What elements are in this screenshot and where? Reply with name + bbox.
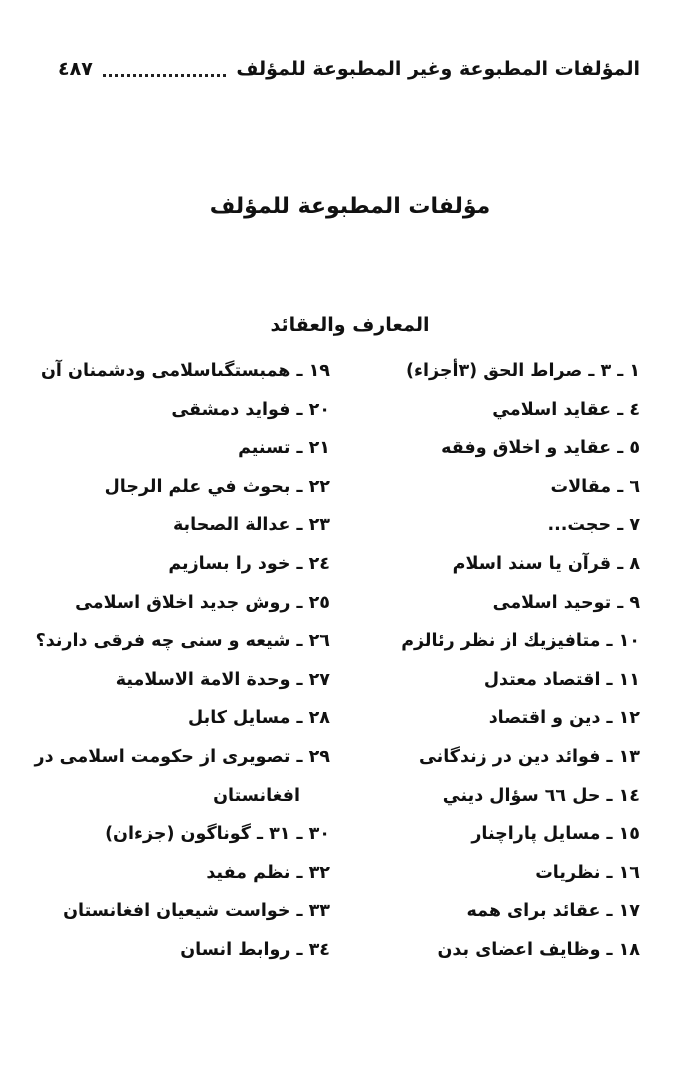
list-item: ١٨ ـ وظايف اعضاى بدن xyxy=(437,939,640,960)
list-item: ٩ ـ توحيد اسلامى xyxy=(492,592,640,613)
list-item: ٢٧ ـ وحدة الامة الاسلامية xyxy=(115,669,330,690)
list-item: ١ ـ ٣ ـ صراط الحق (٣أجزاء) xyxy=(406,361,640,381)
list-item: ٥ ـ عقايد و اخلاق وفقه xyxy=(441,438,640,459)
list-item: ٧ ـ حجت... xyxy=(547,515,640,536)
list-item: ١٠ ـ متافيزيك از نظر رئالزم xyxy=(401,631,640,652)
list-item: ١٤ ـ حل ٦٦ سؤال ديني xyxy=(442,785,640,806)
list-item: ١١ ـ اقتصاد معتدل xyxy=(483,669,640,690)
list-item: ٢٥ ـ روش جديد اخلاق اسلامى xyxy=(75,592,330,613)
list-item: ٨ ـ قرآن يا سند اسلام xyxy=(452,553,640,574)
list-item: ٢٤ ـ خود را بسازيم xyxy=(168,553,330,574)
running-title: المؤلفات المطبوعة وغير المطبوعة للمؤلف xyxy=(236,58,640,80)
right-column-list xyxy=(401,352,640,970)
list-item: ٢٨ ـ مسايل كابل xyxy=(188,708,330,729)
left-column-list xyxy=(35,352,330,970)
list-item: ٣٣ ـ خواست شيعيان افغانستان xyxy=(63,901,330,922)
list-item: ١٦ ـ نظريات xyxy=(535,862,640,883)
list-item: ٣٠ ـ ٣١ ـ گوناگون (جزءان) xyxy=(105,824,330,845)
list-item: ١٣ ـ فوائد دين در زندگانى xyxy=(418,746,640,767)
section-heading: المعارف والعقائد xyxy=(270,314,430,336)
list-item: ١٢ ـ دين و اقتصاد xyxy=(488,708,640,729)
list-item: ٢١ ـ تسنيم xyxy=(238,438,330,459)
leader-dots xyxy=(103,74,227,77)
list-item: افغانستان xyxy=(213,785,300,806)
list-item: ١٩ ـ همبستگىاسلامى ودشمنان آن xyxy=(40,361,330,381)
running-header xyxy=(58,52,640,86)
list-item: ٤ ـ عقايد اسلامي xyxy=(492,399,640,420)
list-item: ٢٦ ـ شيعه و سنى چه فرقى دارند؟ xyxy=(35,631,330,652)
list-item: ١٥ ـ مسايل پاراچنار xyxy=(471,824,640,845)
list-item: ٣٢ ـ نظم مفيد xyxy=(206,862,330,883)
page-number: ٤٨٧ xyxy=(58,58,93,80)
list-item: ٢٣ ـ عدالة الصحابة xyxy=(172,515,330,536)
list-item: ٣٤ ـ روابط انسان xyxy=(180,939,330,960)
list-item: ٢٩ ـ تصويرى از حكومت اسلامى در xyxy=(34,746,330,767)
list-item: ٢٢ ـ بحوث في علم الرجال xyxy=(104,476,330,497)
page-title: مؤلفات المطبوعة للمؤلف xyxy=(209,194,491,219)
list-item: ٢٠ ـ فوايد دمشقى xyxy=(171,399,330,420)
list-item: ٦ ـ مقالات xyxy=(550,476,640,497)
list-item: ١٧ ـ عقائد براى همه xyxy=(466,901,640,922)
